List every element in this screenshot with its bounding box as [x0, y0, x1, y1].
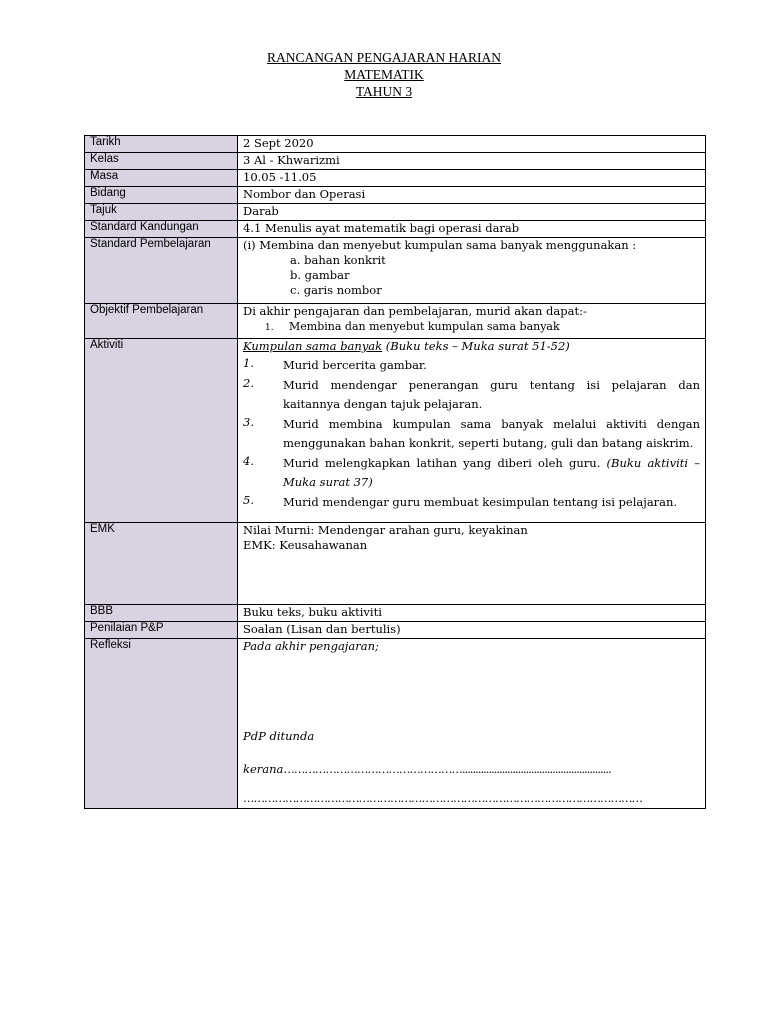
value-standard-kandungan: 4.1 Menulis ayat matematik bagi operasi darab [238, 221, 706, 238]
row-tajuk [85, 204, 706, 221]
aktiviti-item-number: 1. [243, 356, 254, 370]
row-penilaian [85, 622, 706, 639]
row-standard-kandungan [85, 221, 706, 238]
sp-item-a: a. bahan konkrit [290, 253, 386, 267]
refleksi-kerana-label: kerana [243, 762, 284, 776]
aktiviti-list [243, 356, 700, 512]
aktiviti-item-number: 2. [243, 376, 254, 390]
value-refleksi [238, 639, 706, 809]
emk-line-2: EMK: Keusahawanan [243, 538, 368, 552]
sp-intro: (i) Membina dan menyebut kumpulan sama banyak menggunakan : [243, 238, 637, 252]
refleksi-line-3 [243, 762, 700, 777]
sp-item-c: c. garis nombor [290, 283, 382, 297]
label-objektif: Objektif Pembelajaran [85, 304, 238, 339]
aktiviti-topic: Kumpulan sama banyak [243, 339, 383, 353]
label-standard-pembelajaran: Standard Pembelajaran [85, 238, 238, 304]
sp-item-b: b. gambar [290, 268, 350, 282]
label-tarikh: Tarikh [85, 136, 238, 153]
aktiviti-item-number: 4. [243, 454, 254, 468]
row-objektif [85, 304, 706, 339]
title-line-2: MATEMATIK [344, 67, 424, 82]
aktiviti-heading [243, 339, 700, 354]
aktiviti-item [243, 376, 700, 414]
value-objektif [238, 304, 706, 339]
label-aktiviti: Aktiviti [85, 339, 238, 523]
row-tarikh [85, 136, 706, 153]
aktiviti-reference: (Buku teks – Muka surat 51-52) [382, 339, 570, 353]
label-emk: EMK [85, 523, 238, 605]
aktiviti-item-text: Murid bercerita gambar. [283, 358, 427, 372]
aktiviti-item-number: 5. [243, 493, 254, 507]
aktiviti-item-text: Murid mendengar penerangan guru tentang isi pelajaran dan kaitannya dengan tajuk pelajaran. [283, 378, 700, 411]
label-standard-kandungan: Standard Kandungan [85, 221, 238, 238]
aktiviti-item [243, 454, 700, 492]
value-tarikh: 2 Sept 2020 [238, 136, 706, 153]
value-aktiviti [238, 339, 706, 523]
label-kelas: Kelas [85, 153, 238, 170]
value-tajuk: Darab [238, 204, 706, 221]
value-emk [238, 523, 706, 605]
row-masa [85, 170, 706, 187]
label-masa: Masa [85, 170, 238, 187]
value-bbb: Buku teks, buku aktiviti [238, 605, 706, 622]
emk-line-1: Nilai Murni: Mendengar arahan guru, keyakinan [243, 523, 528, 537]
title-line-1: RANCANGAN PENGAJARAN HARIAN [266, 50, 501, 65]
aktiviti-item-note: (Buku aktiviti – Muka surat 37) [283, 456, 700, 489]
refleksi-line-4: …………………………………………………………………………………………………… [243, 791, 642, 805]
value-standard-pembelajaran [238, 238, 706, 304]
lesson-plan-table [84, 135, 706, 809]
aktiviti-item [243, 493, 700, 512]
objektif-item-number: 1. [265, 323, 274, 333]
refleksi-kerana-dots: ……………………………………………........................................................ [283, 762, 611, 776]
document-title [0, 49, 768, 100]
label-bidang: Bidang [85, 187, 238, 204]
objektif-item-text: Membina dan menyebut kumpulan sama banyak [289, 320, 560, 333]
aktiviti-item [243, 356, 700, 375]
objektif-item [243, 319, 700, 336]
row-aktiviti [85, 339, 706, 523]
label-penilaian: Penilaian P&P [85, 622, 238, 639]
label-bbb: BBB [85, 605, 238, 622]
row-refleksi [85, 639, 706, 809]
aktiviti-item [243, 415, 700, 453]
row-bidang [85, 187, 706, 204]
refleksi-line-1: Pada akhir pengajaran; [243, 639, 379, 653]
value-kelas: 3 Al - Khwarizmi [238, 153, 706, 170]
objektif-intro: Di akhir pengajaran dan pembelajaran, murid akan dapat:- [243, 304, 587, 318]
aktiviti-item-text-wrap [283, 454, 700, 492]
refleksi-line-2: PdP ditunda [243, 729, 315, 743]
aktiviti-item-number: 3. [243, 415, 254, 429]
title-line-3: TAHUN 3 [355, 84, 413, 99]
row-bbb [85, 605, 706, 622]
row-kelas [85, 153, 706, 170]
aktiviti-item-text: Murid membina kumpulan sama banyak melalui aktiviti dengan menggunakan bahan konkrit, seperti butang, guli dan batang aiskrim. [283, 417, 700, 450]
row-standard-pembelajaran [85, 238, 706, 304]
value-bidang: Nombor dan Operasi [238, 187, 706, 204]
label-refleksi: Refleksi [85, 639, 238, 809]
aktiviti-item-text: Murid melengkapkan latihan yang diberi oleh guru. [283, 456, 601, 470]
aktiviti-item-text: Murid mendengar guru membuat kesimpulan tentang isi pelajaran. [283, 495, 678, 509]
value-penilaian: Soalan (Lisan dan bertulis) [238, 622, 706, 639]
row-emk [85, 523, 706, 605]
value-masa: 10.05 -11.05 [238, 170, 706, 187]
label-tajuk: Tajuk [85, 204, 238, 221]
